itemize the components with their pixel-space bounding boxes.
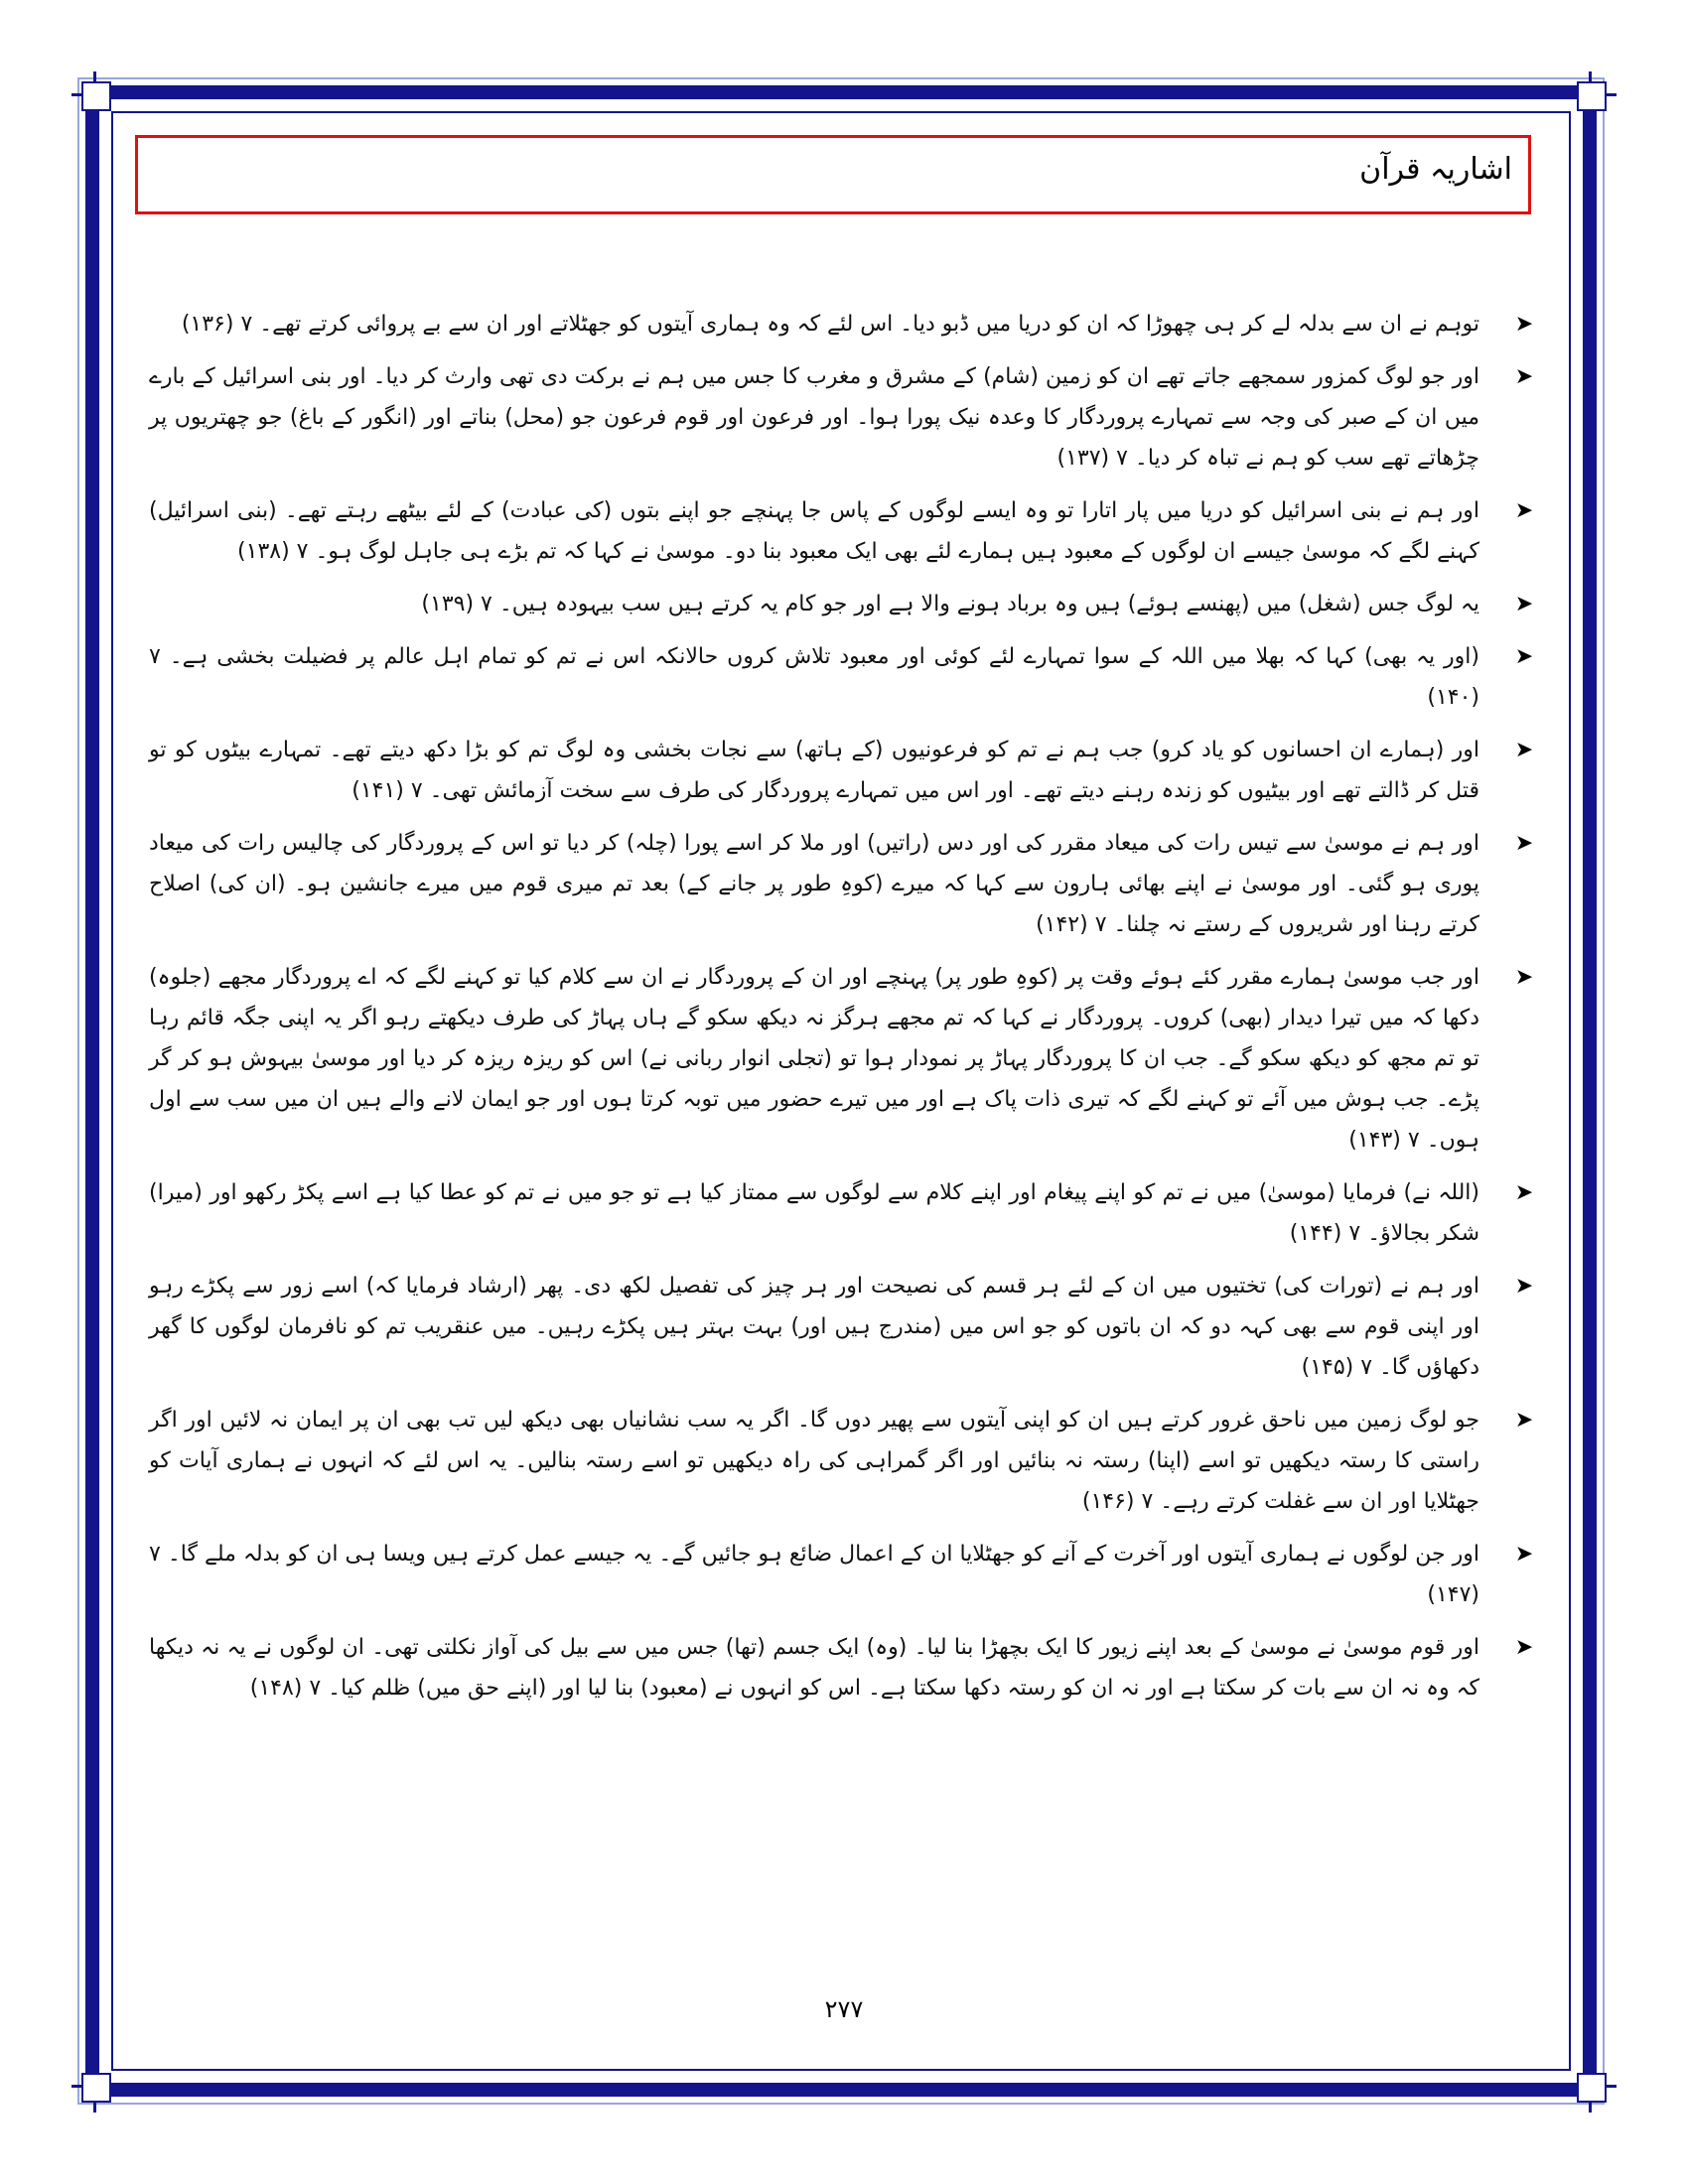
- bullet-arrow-icon: ➤: [1514, 965, 1534, 990]
- verse-text: جو لوگ زمین میں ناحق غرور کرتے ہیں ان کو اپنی آیتوں سے پھیر دوں گا۔ اگر یہ سب نشانیاں بھی دیکھ لیں تب بھی ان پر ایمان نہ لائیں اور اگر راستی کا رستہ دیکھیں تو اسے (اپنا) رستہ نہ بنائیں اور اگر گمراہی کی راہ دیکھیں تو اسے رستہ بنالیں۔ یہ اس لئے کہ انہوں نے ہماری آیات کو جھٹلایا اور ان سے غفلت کرتے رہے۔ ۷ (۱۴۶): [149, 1408, 1479, 1514]
- list-item: [149, 730, 1539, 811]
- verse-text: اور جن لوگوں نے ہماری آیتوں اور آخرت کے آنے کو جھٹلایا ان کے اعمال ضائع ہو جائیں گے۔ یہ جیسے عمل کرتے ہیں ویسا ہی ان کو بدلہ ملے گا۔ ۷ (۱۴۷): [149, 1542, 1479, 1607]
- corner-box-icon: [81, 2073, 111, 2103]
- page-number: ۲۷۷: [824, 1995, 864, 2023]
- bullet-arrow-icon: ➤: [1514, 644, 1534, 669]
- bullet-arrow-icon: ➤: [1514, 1180, 1534, 1205]
- bullet-arrow-icon: ➤: [1514, 1542, 1534, 1567]
- verse-text: اور قوم موسیٰ نے موسیٰ کے بعد اپنے زیور کا ایک بچھڑا بنا لیا۔ (وہ) ایک جسم (تھا) جس میں سے بیل کی آواز نکلتی تھی۔ ان لوگوں نے یہ نہ دیکھا کہ وہ نہ ان سے بات کر سکتا ہے اور نہ ان کو رستہ دکھا سکتا ہے۔ اس کو انہوں نے (معبود) بنا لیا اور (اپنے حق میں) ظلم کیا۔ ۷ (۱۴۸): [149, 1635, 1479, 1701]
- corner-box-icon: [81, 81, 111, 111]
- list-item: [149, 1627, 1539, 1708]
- corner-box-icon: [1577, 81, 1607, 111]
- list-item: [149, 823, 1539, 945]
- header-box: [135, 135, 1531, 214]
- verse-text: اور جو لوگ کمزور سمجھے جاتے تھے ان کو زمین (شام) کے مشرق و مغرب کا جس میں ہم نے برکت دی تھی وارث کر دیا۔ اور بنی اسرائیل کے بارے میں ان کے صبر کی وجہ سے تمہارے پروردگار کا وعدہ نیک پورا ہوا۔ اور فرعون اور قوم فرعون جو (محل) بناتے اور (انگور کے باغ) جو چھتریوں پر چڑھاتے تھے سب کو ہم نے تباہ کر دیا۔ ۷ (۱۳۷): [149, 364, 1479, 471]
- bullet-arrow-icon: ➤: [1514, 1408, 1534, 1433]
- verse-text: اور ہم نے بنی اسرائیل کو دریا میں پار اتارا تو وہ ایسے لوگوں کے پاس جا پہنچے جو اپنے بتوں (کی عبادت) کے لئے بیٹھے رہتے تھے۔ (بنی اسرائیل) کہنے لگے کہ موسیٰ جیسے ان لوگوں کے معبود ہیں ہمارے لئے بھی ایک معبود بنا دو۔ موسیٰ نے کہا کہ تم بڑے ہی جاہل لوگ ہو۔ ۷ (۱۳۸): [149, 498, 1479, 564]
- list-item: [149, 957, 1539, 1160]
- verse-list: [149, 304, 1539, 1720]
- list-item: [149, 1266, 1539, 1388]
- bullet-arrow-icon: ➤: [1514, 738, 1534, 762]
- bullet-arrow-icon: ➤: [1514, 831, 1534, 856]
- page-title: اشاریہ قرآن: [1359, 152, 1512, 187]
- verse-text: یہ لوگ جس (شغل) میں (پھنسے ہوئے) ہیں وہ برباد ہونے والا ہے اور جو کام یہ کرتے ہیں سب بیہودہ ہیں۔ ۷ (۱۳۹): [421, 592, 1479, 616]
- list-item: [149, 1534, 1539, 1615]
- verse-text: اور (ہمارے ان احسانوں کو یاد کرو) جب ہم نے تم کو فرعونیوں (کے ہاتھ) سے نجات بخشی وہ لوگ تم کو بڑا دکھ دیتے تھے۔ تمہارے بیٹوں کو تو قتل کر ڈالتے تھے اور بیٹیوں کو زندہ رہنے دیتے تھے۔ اور اس میں تمہارے پروردگار کی طرف سے سخت آزمائش تھی۔ ۷ (۱۴۱): [149, 738, 1479, 803]
- list-item: [149, 1400, 1539, 1522]
- list-item: [149, 636, 1539, 718]
- bullet-arrow-icon: ➤: [1514, 1274, 1534, 1298]
- verse-text: اور ہم نے موسیٰ سے تیس رات کی میعاد مقرر کی اور دس (راتیں) اور ملا کر اسے پورا (چلہ) کر دیا تو اس کے پروردگار کی چالیس رات کی میعاد پوری ہو گئی۔ اور موسیٰ نے اپنے بھائی ہارون سے کہا کہ میرے (کوہِ طور پر جانے کے) بعد تم میری قوم میں میرے جانشین ہو۔ (ان کی) اصلاح کرتے رہنا اور شریروں کے رستے نہ چلنا۔ ۷ (۱۴۲): [149, 831, 1479, 937]
- list-item: [149, 1172, 1539, 1254]
- bullet-arrow-icon: ➤: [1514, 364, 1534, 389]
- verse-text: اور جب موسیٰ ہمارے مقرر کئے ہوئے وقت پر (کوہِ طور پر) پہنچے اور ان کے پروردگار نے ان سے کلام کیا تو کہنے لگے کہ اے پروردگار مجھے (جلوہ) دکھا کہ میں تیرا دیدار (بھی) کروں۔ پروردگار نے کہا کہ تم مجھے ہرگز نہ دیکھ سکو گے ہاں پہاڑ کی طرف دیکھتے رہو اگر یہ اپنی جگہ قائم رہا تو تم مجھ کو دیکھ سکو گے۔ جب ان کا پروردگار پہاڑ پر نمودار ہوا تو (تجلی انوار ربانی نے) اس کو ریزہ ریزہ کر دیا اور موسیٰ بیہوش ہو کر گر پڑے۔ جب ہوش میں آئے تو کہنے لگے کہ تیری ذات پاک ہے اور میں تیرے حضور میں توبہ کرتا ہوں اور جو ایمان لانے والے ہیں ان میں سب سے اول ہوں۔ ۷ (۱۴۳): [149, 965, 1479, 1153]
- bullet-arrow-icon: ➤: [1514, 592, 1534, 616]
- verse-text: (اللہ نے) فرمایا (موسیٰ) میں نے تم کو اپنے پیغام اور اپنے کلام سے لوگوں سے ممتاز کیا ہے تو جو میں نے تم کو عطا کیا ہے اسے پکڑ رکھو اور (میرا) شکر بجالاؤ۔ ۷ (۱۴۴): [149, 1180, 1479, 1246]
- bullet-arrow-icon: ➤: [1514, 312, 1534, 337]
- verse-text: (اور یہ بھی) کہا کہ بھلا میں اللہ کے سوا تمہارے لئے کوئی اور معبود تلاش کروں حالانکہ اس نے تم کو تمام اہل عالم پر فضیلت بخشی ہے۔ ۷ (۱۴۰): [149, 644, 1479, 710]
- list-item: [149, 304, 1539, 344]
- verse-text: توہم نے ان سے بدلہ لے کر ہی چھوڑا کہ ان کو دریا میں ڈبو دیا۔ اس لئے کہ وہ ہماری آیتوں کو جھٹلاتے اور ان سے بے پروائی کرتے تھے۔ ۷ (۱۳۶): [181, 312, 1479, 337]
- bullet-arrow-icon: ➤: [1514, 1635, 1534, 1660]
- list-item: [149, 490, 1539, 572]
- verse-text: اور ہم نے (تورات کی) تختیوں میں ان کے لئے ہر قسم کی نصیحت اور ہر چیز کی تفصیل لکھ دی۔ پھر (ارشاد فرمایا کہ) اسے زور سے پکڑے رہو اور اپنی قوم سے بھی کہہ دو کہ ان باتوں کو جو اس میں (مندرج ہیں اور) بہت بہتر ہیں پکڑے رہیں۔ میں عنقریب تم کو نافرمان لوگوں کا گھر دکھاؤں گا۔ ۷ (۱۴۵): [149, 1274, 1479, 1380]
- list-item: [149, 356, 1539, 478]
- corner-box-icon: [1577, 2073, 1607, 2103]
- list-item: [149, 584, 1539, 624]
- bullet-arrow-icon: ➤: [1514, 498, 1534, 523]
